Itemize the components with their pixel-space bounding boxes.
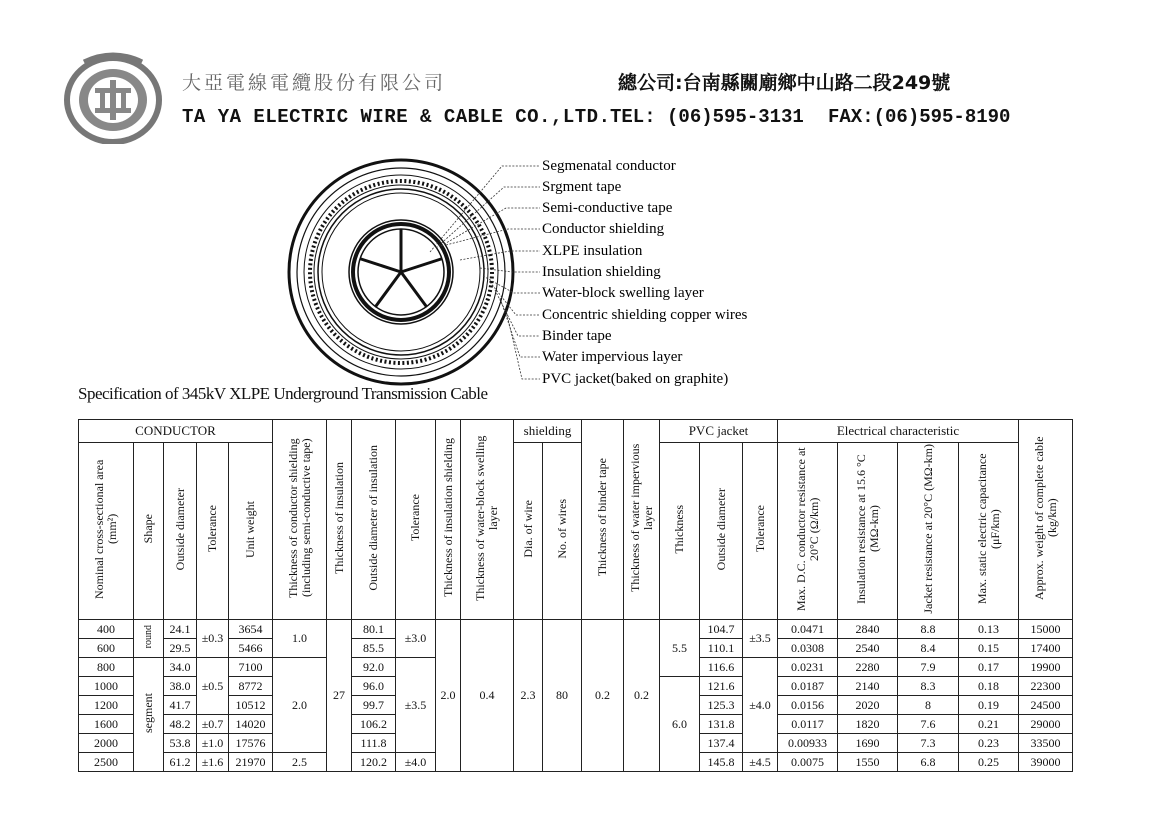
cell-ins-od: 80.1	[352, 620, 396, 639]
cell-ins-od: 120.2	[352, 753, 396, 772]
cable-cross-section-diagram	[270, 150, 790, 386]
cell-capacitance: 0.18	[959, 677, 1019, 696]
cell-pvc-od: 145.8	[700, 753, 743, 772]
cell-dia-wire: 2.3	[514, 620, 543, 772]
cell-pvc-od: 125.3	[700, 696, 743, 715]
cell-no-wires: 80	[543, 620, 582, 772]
cell-pvc-od: 104.7	[700, 620, 743, 639]
cell-weight: 15000	[1019, 620, 1073, 639]
label-semi-conductive-tape: Semi-conductive tape	[542, 200, 673, 216]
cell-cond-tol: ±1.6	[197, 753, 229, 772]
cell-pvc-tol: ±4.0	[743, 658, 778, 753]
group-pvc-jacket: PVC jacket	[660, 420, 778, 443]
cell-area: 2500	[79, 753, 134, 772]
label-xlpe-insulation: XLPE insulation	[542, 243, 643, 259]
cell-ins-od: 85.5	[352, 639, 396, 658]
cell-dc-res: 0.0187	[778, 677, 838, 696]
cell-ins-od: 96.0	[352, 677, 396, 696]
cell-jacket-res: 8.4	[898, 639, 959, 658]
spec-title: Specification of 345kV XLPE Underground Transmission Cable	[78, 384, 488, 403]
cell-cond-od: 38.0	[164, 677, 197, 696]
label-concentric-wires: Concentric shielding copper wires	[542, 307, 748, 323]
cell-shape-segment: segment	[134, 658, 164, 772]
cell-dc-res: 0.0231	[778, 658, 838, 677]
label-water-impervious-layer: Water impervious layer	[542, 349, 683, 365]
label-segmental-conductor: Segmenatal conductor	[542, 158, 676, 174]
cell-dc-res: 0.0156	[778, 696, 838, 715]
cell-pvc-od: 131.8	[700, 715, 743, 734]
fax: FAX:(06)595-8190	[828, 106, 1011, 128]
cell-weight: 29000	[1019, 715, 1073, 734]
group-conductor: CONDUCTOR	[79, 420, 273, 443]
col-ins-resistance: Insulation resistance at 15.6 °C (MΩ-km)	[838, 443, 898, 620]
col-ins-shield: Thickness of insulation shielding	[436, 420, 461, 620]
cell-ins-res: 1690	[838, 734, 898, 753]
cell-dc-res: 0.0075	[778, 753, 838, 772]
cell-dc-res: 0.0117	[778, 715, 838, 734]
cell-pvc-od: 110.1	[700, 639, 743, 658]
cell-area: 2000	[79, 734, 134, 753]
cell-jacket-res: 7.9	[898, 658, 959, 677]
cell-weight: 19900	[1019, 658, 1073, 677]
spec-table	[78, 419, 1073, 772]
cell-ins-tol: ±3.0	[396, 620, 436, 658]
cell-dc-res: 0.00933	[778, 734, 838, 753]
cell-ins-od: 99.7	[352, 696, 396, 715]
cell-shape-round: round	[134, 620, 164, 658]
cell-unit-weight: 5466	[229, 639, 273, 658]
col-ins-thick: Thickness of insulation	[327, 420, 352, 620]
cable-drawing	[289, 160, 513, 384]
cell-cond-shield: 2.5	[273, 753, 327, 772]
company-name-chinese: 大亞電線電纜股份有限公司	[182, 72, 447, 94]
cell-ins-tol: ±3.5	[396, 658, 436, 753]
cell-pvc-tol: ±4.5	[743, 753, 778, 772]
cell-ins-res: 2140	[838, 677, 898, 696]
col-area: Nominal cross-sectional area (mm²)	[79, 443, 134, 620]
cell-ins-od: 92.0	[352, 658, 396, 677]
label-segment-tape: Srgment tape	[542, 179, 622, 195]
col-no-wires: No. of wires	[543, 443, 582, 620]
cell-ins-res: 2020	[838, 696, 898, 715]
cell-cond-od: 29.5	[164, 639, 197, 658]
cell-cond-od: 24.1	[164, 620, 197, 639]
cell-ins-res: 2280	[838, 658, 898, 677]
cell-binder: 0.2	[582, 620, 624, 772]
col-cond-od: Outside diameter	[164, 443, 197, 620]
col-ins-od: Outside diameter of insulation	[352, 420, 396, 620]
cell-pvc-thick: 5.5	[660, 620, 700, 677]
cell-weight: 17400	[1019, 639, 1073, 658]
taya-emblem-icon	[64, 52, 162, 144]
cell-ins-od: 106.2	[352, 715, 396, 734]
group-electrical: Electrical characteristic	[778, 420, 1019, 443]
company-address: 總公司:台南縣關廟鄉中山路二段249號	[618, 72, 951, 94]
col-shape: Shape	[134, 443, 164, 620]
col-cond-shield: Thickness of conductor shielding (including semi-conductive tape)	[273, 420, 327, 620]
cell-weight: 33500	[1019, 734, 1073, 753]
cell-dc-res: 0.0308	[778, 639, 838, 658]
col-capacitance: Max. static electric capacitance (μF/km)	[959, 443, 1019, 620]
cell-cond-od: 34.0	[164, 658, 197, 677]
cell-jacket-res: 6.8	[898, 753, 959, 772]
cell-unit-weight: 8772	[229, 677, 273, 696]
label-binder-tape: Binder tape	[542, 328, 612, 344]
col-dia-wire: Dia. of wire	[514, 443, 543, 620]
cell-capacitance: 0.15	[959, 639, 1019, 658]
table-row	[79, 620, 1073, 639]
cell-pvc-od: 137.4	[700, 734, 743, 753]
cell-dc-res: 0.0471	[778, 620, 838, 639]
cell-unit-weight: 21970	[229, 753, 273, 772]
cell-area: 1000	[79, 677, 134, 696]
cell-unit-weight: 7100	[229, 658, 273, 677]
cell-ins-res: 1550	[838, 753, 898, 772]
cell-cond-od: 61.2	[164, 753, 197, 772]
cell-cond-tol: ±1.0	[197, 734, 229, 753]
label-water-block-layer: Water-block swelling layer	[542, 285, 704, 301]
cell-capacitance: 0.21	[959, 715, 1019, 734]
label-pvc-jacket: PVC jacket(baked on graphite)	[542, 371, 729, 386]
cell-water-block: 0.4	[461, 620, 514, 772]
label-insulation-shielding: Insulation shielding	[542, 264, 661, 280]
cell-ins-res: 1820	[838, 715, 898, 734]
cell-pvc-od: 116.6	[700, 658, 743, 677]
cell-area: 1200	[79, 696, 134, 715]
cell-ins-thick: 27	[327, 620, 352, 772]
col-pvc-od: Outside diameter	[700, 443, 743, 620]
cell-capacitance: 0.19	[959, 696, 1019, 715]
cell-jacket-res: 7.6	[898, 715, 959, 734]
col-ins-tol: Tolerance	[396, 420, 436, 620]
col-binder: Thickness of binder tape	[582, 420, 624, 620]
cell-jacket-res: 7.3	[898, 734, 959, 753]
cell-capacitance: 0.17	[959, 658, 1019, 677]
col-impervious: Thickness of water impervious layer	[624, 420, 660, 620]
cell-unit-weight: 17576	[229, 734, 273, 753]
col-cond-tol: Tolerance	[197, 443, 229, 620]
cell-pvc-thick: 6.0	[660, 677, 700, 772]
cell-capacitance: 0.13	[959, 620, 1019, 639]
cell-ins-tol: ±4.0	[396, 753, 436, 772]
cell-cond-od: 53.8	[164, 734, 197, 753]
cell-ins-res: 2540	[838, 639, 898, 658]
cell-impervious: 0.2	[624, 620, 660, 772]
cell-ins-od: 111.8	[352, 734, 396, 753]
col-unit-weight: Unit weight	[229, 443, 273, 620]
cell-weight: 22300	[1019, 677, 1073, 696]
cell-weight: 39000	[1019, 753, 1073, 772]
telephone: TEL: (06)595-3131	[610, 106, 804, 128]
group-shielding: shielding	[514, 420, 582, 443]
cell-unit-weight: 3654	[229, 620, 273, 639]
col-weight: Approx. weight of complete cable (kg/km)	[1019, 420, 1073, 620]
cell-jacket-res: 8.8	[898, 620, 959, 639]
cell-cond-tol: ±0.5	[197, 658, 229, 715]
cell-area: 600	[79, 639, 134, 658]
cell-cond-shield: 2.0	[273, 658, 327, 753]
cell-area: 1600	[79, 715, 134, 734]
cell-area: 400	[79, 620, 134, 639]
cell-cond-tol: ±0.7	[197, 715, 229, 734]
cell-unit-weight: 10512	[229, 696, 273, 715]
cell-pvc-tol: ±3.5	[743, 620, 778, 658]
label-conductor-shielding: Conductor shielding	[542, 221, 665, 237]
cell-cond-od: 41.7	[164, 696, 197, 715]
cell-jacket-res: 8.3	[898, 677, 959, 696]
cell-area: 800	[79, 658, 134, 677]
company-name-english: TA YA ELECTRIC WIRE & CABLE CO.,LTD.	[182, 106, 611, 128]
col-pvc-tol: Tolerance	[743, 443, 778, 620]
cell-cond-od: 48.2	[164, 715, 197, 734]
cell-cond-tol: ±0.3	[197, 620, 229, 658]
col-dc-resistance: Max. D.C. conductor resistance at 20°C (Ω/km)	[778, 443, 838, 620]
cell-ins-res: 2840	[838, 620, 898, 639]
cell-weight: 24500	[1019, 696, 1073, 715]
cell-cond-shield: 1.0	[273, 620, 327, 658]
cell-unit-weight: 14020	[229, 715, 273, 734]
cell-capacitance: 0.25	[959, 753, 1019, 772]
cell-ins-shield: 2.0	[436, 620, 461, 772]
col-water-block: Thickness of water-block swelling layer	[461, 420, 514, 620]
cell-capacitance: 0.23	[959, 734, 1019, 753]
cell-jacket-res: 8	[898, 696, 959, 715]
col-pvc-thick: Thickness	[660, 443, 700, 620]
col-jacket-resistance: Jacket resistance at 20°C (MΩ-km)	[898, 443, 959, 620]
cell-pvc-od: 121.6	[700, 677, 743, 696]
